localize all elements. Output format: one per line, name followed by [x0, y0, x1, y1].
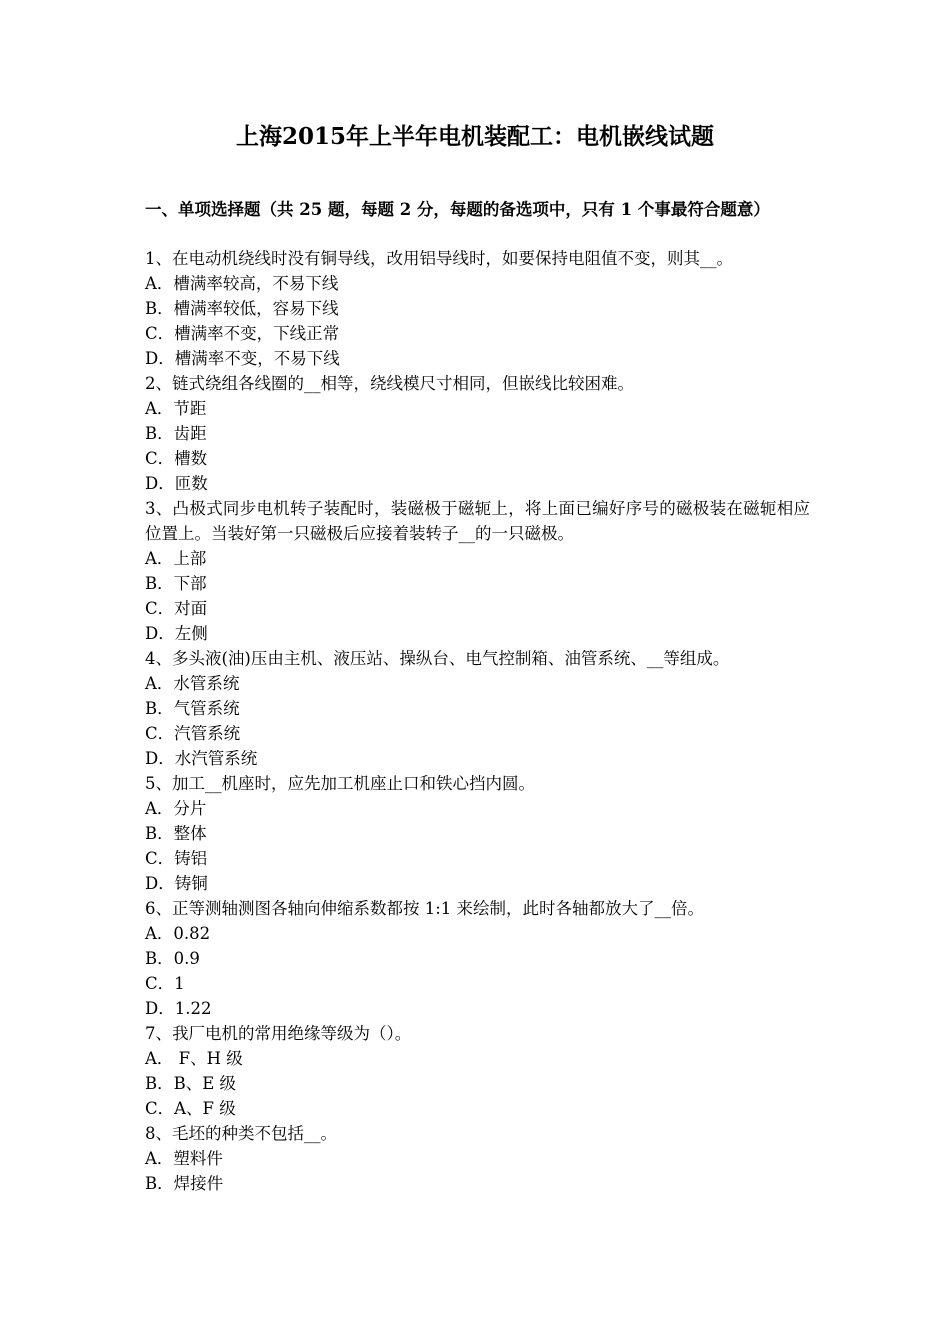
- answer-option: C．铸铝: [145, 849, 208, 868]
- question-item: [145, 896, 810, 1021]
- answer-option: D．左侧: [145, 624, 208, 643]
- question-text: 7、我厂电机的常用绝缘等级为（）。: [145, 1024, 412, 1043]
- answer-option: D．1.22: [145, 999, 212, 1018]
- option-list: [145, 396, 810, 496]
- answer-option: A．0.82: [145, 924, 211, 943]
- question-item: [145, 1021, 810, 1121]
- answer-option: C．汽管系统: [145, 724, 241, 743]
- answer-option: D．水汽管系统: [145, 749, 258, 768]
- answer-option: A．水管系统: [145, 674, 240, 693]
- question-text: 5、加工__机座时，应先加工机座止口和铁心挡内圆。: [145, 774, 535, 793]
- option-list: [145, 921, 810, 1021]
- answer-option: B．焊接件: [145, 1174, 224, 1193]
- section-heading: 一、单项选择题（共 25 题，每题 2 分，每题的备选项中，只有 1 个事最符合题意）: [145, 200, 770, 219]
- answer-option: B．下部: [145, 574, 207, 593]
- answer-option: D．槽满率不变，不易下线: [145, 349, 340, 368]
- answer-option: A．上部: [145, 549, 207, 568]
- option-list: [145, 671, 810, 771]
- answer-option: B．槽满率较低，容易下线: [145, 299, 339, 318]
- answer-option: B．0.9: [145, 949, 200, 968]
- question-text: 8、毛坯的种类不包括__。: [145, 1124, 337, 1143]
- option-list: [145, 1146, 810, 1196]
- answer-option: A．槽满率较高，不易下线: [145, 274, 339, 293]
- question-text: 3、凸极式同步电机转子装配时，装磁极于磁轭上，将上面已编好序号的磁极装在磁轭相应位置上。当装好第一只磁极后应接着装转子__的一只磁极。: [145, 499, 810, 543]
- option-list: [145, 796, 810, 896]
- answer-option: B．齿距: [145, 424, 207, 443]
- question-text: 6、正等测轴测图各轴向伸缩系数都按 1:1 来绘制，此时各轴都放大了__倍。: [145, 899, 705, 918]
- answer-option: A．节距: [145, 399, 207, 418]
- answer-option: A．分片: [145, 799, 207, 818]
- question-text: 1、在电动机绕线时没有铜导线，改用铝导线时，如要保持电阻值不变，则其__。: [145, 249, 733, 268]
- question-item: [145, 371, 810, 496]
- document-title: 上海2015年上半年电机装配工：电机嵌线试题: [235, 123, 714, 150]
- answer-option: B．B、E 级: [145, 1074, 237, 1093]
- question-item: [145, 1121, 810, 1196]
- question-item: [145, 646, 810, 771]
- answer-option: C．槽满率不变，下线正常: [145, 324, 340, 343]
- answer-option: C．A、F 级: [145, 1099, 236, 1118]
- answer-option: A．塑料件: [145, 1149, 223, 1168]
- question-text: 4、多头液(油)压由主机、液压站、操纵台、电气控制箱、油管系统、__等组成。: [145, 649, 730, 668]
- answer-option: B．气管系统: [145, 699, 240, 718]
- option-list: [145, 1046, 810, 1121]
- answer-option: D．铸铜: [145, 874, 208, 893]
- question-item: [145, 246, 810, 371]
- option-list: [145, 546, 810, 646]
- question-item: [145, 496, 810, 646]
- question-list: [145, 246, 810, 1196]
- answer-option: D．匝数: [145, 474, 208, 493]
- option-list: [145, 271, 810, 371]
- answer-option: C．槽数: [145, 449, 208, 468]
- answer-option: C．对面: [145, 599, 208, 618]
- question-item: [145, 771, 810, 896]
- answer-option: A． F、H 级: [145, 1049, 243, 1068]
- answer-option: B．整体: [145, 824, 207, 843]
- question-text: 2、链式绕组各线圈的__相等，绕线模尺寸相同，但嵌线比较困难。: [145, 374, 634, 393]
- answer-option: C．1: [145, 974, 185, 993]
